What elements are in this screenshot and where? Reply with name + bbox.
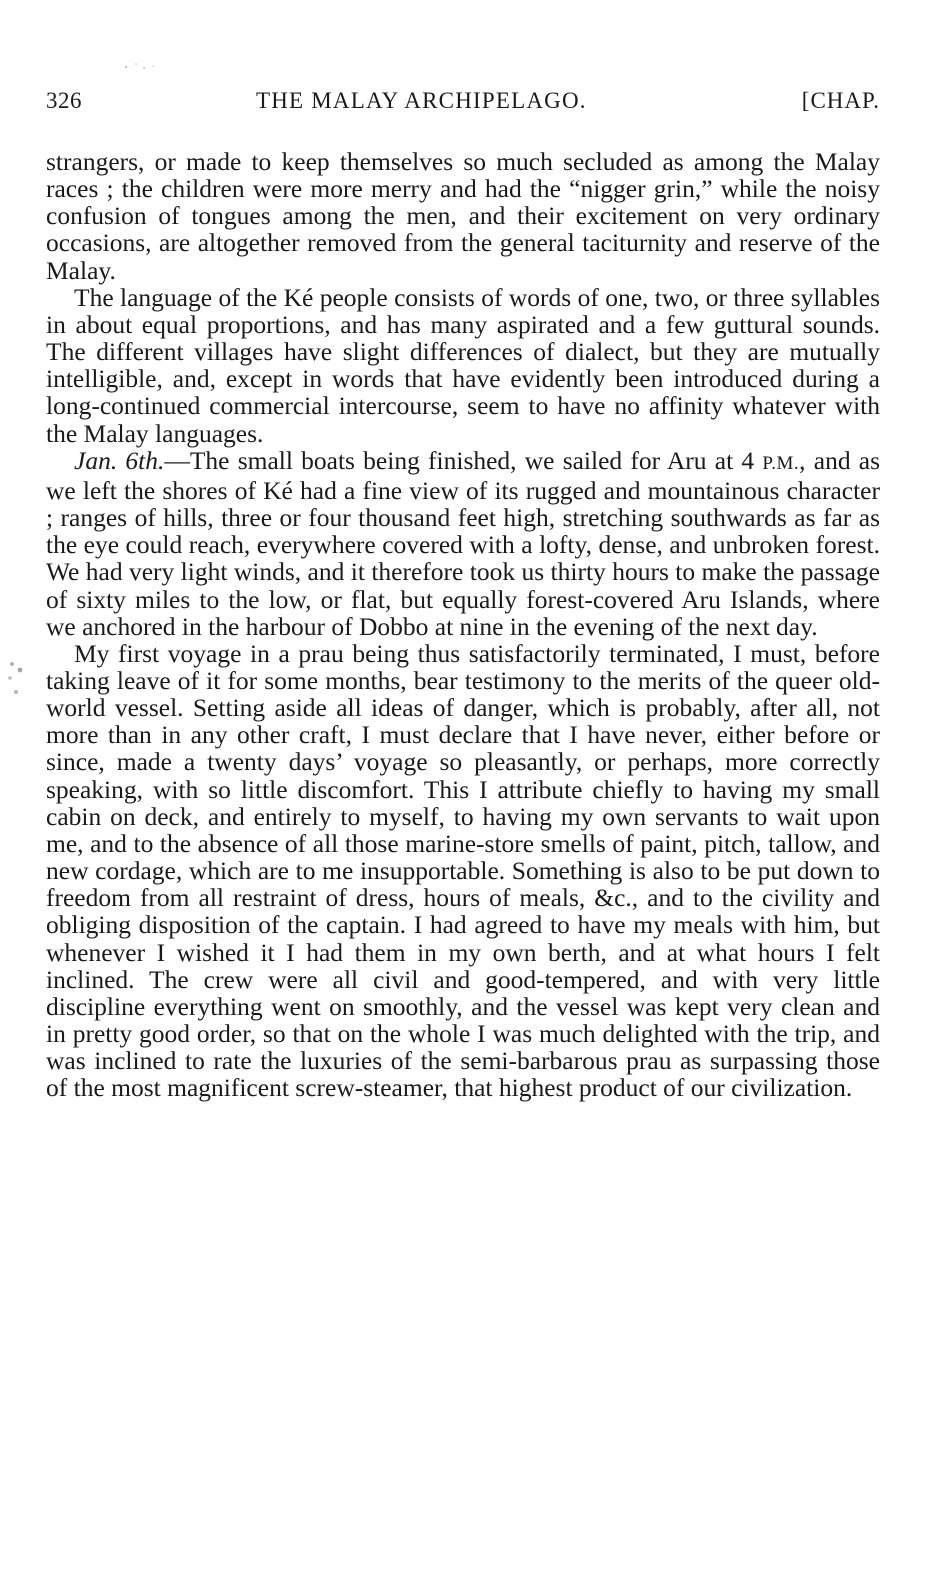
page-number: 326: [46, 88, 82, 113]
margin-smudge: [4, 656, 28, 702]
journal-time: P.M.: [762, 452, 800, 474]
journal-text-part-a: —The small boats being finished, we sailed for Aru at 4: [164, 445, 763, 475]
body-text: [46, 148, 880, 1101]
chapter-label: [CHAP.: [801, 88, 880, 113]
paragraph-journal-entry: [46, 447, 880, 640]
page-header: [46, 88, 880, 122]
paragraph-language: The language of the Ké people consists of words of one, two, or three syllables in about equal proportions, and has many aspirated and a few guttural sounds. The different villages have slight differences of dialect, but they are mutually intelligible, and, except in words that have evidently been introduced during a long-continued commercial intercourse, seem to have no affinity whatever with the Malay languages.: [46, 282, 880, 448]
scan-speck: [120, 60, 160, 72]
journal-date: Jan. 6th.: [74, 445, 165, 475]
running-title: THE MALAY ARCHIPELAGO.: [256, 88, 587, 113]
journal-text-part-b: , and as we left the shores of Ké had a fine view of its rugged and mountainous character ; ranges of hills, three or four thousand feet high, stretching southwards as far as the eye could reach, everywhere covered with a lofty, dense, and unbroken forest. We had very light winds, and it therefore took us thirty hours to make the passage of sixty miles to the low, or flat, but equally forest-covered Aru Islands, where we anchored in the harbour of Dobbo at nine in the evening of the next day.: [46, 445, 881, 641]
paragraph-continued: strangers, or made to keep themselves so much secluded as among the Malay races ; the children were more merry and had the “nigger grin,” while the noisy confusion of tongues among the men, and their excitement on very ordinary occasions, are altogether removed from the general taciturnity and reserve of the Malay.: [46, 147, 880, 285]
paragraph-voyage-reflection: My first voyage in a prau being thus satisfactorily terminated, I must, before taking leave of it for some months, bear testimony to the merits of the queer old-world vessel. Setting aside all ideas of danger, which is probably, after all, not more than in any other craft, I must declare that I have never, either before or since, made a twenty days’ voyage so pleasantly, or perhaps, more correctly speaking, with so little discomfort. This I attribute chiefly to having my small cabin on deck, and entirely to myself, to having my own servants to wait upon me, and to the absence of all those marine-store smells of paint, pitch, tallow, and new cordage, which are to me insupportable. Something is also to be put down to freedom from all restraint of dress, hours of meals, &c., and to the civility and obliging disposition of the captain. I had agreed to have my meals with him, but whenever I wished it I had them in my own berth, and at what hours I felt inclined. The crew were all civil and good-tempered, and with very little discipline everything went on smoothly, and the vessel was kept very clean and in pretty good order, so that on the whole I was much delighted with the trip, and was inclined to rate the luxuries of the semi-barbarous prau as surpassing those of the most magnificent screw-steamer, that highest product of our civilization.: [46, 638, 880, 1103]
